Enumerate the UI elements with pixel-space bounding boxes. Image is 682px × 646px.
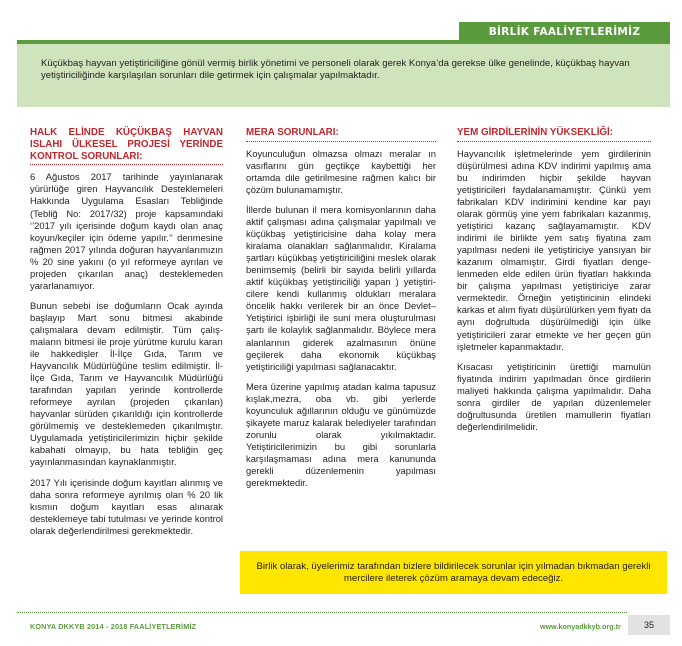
column-1-paragraph-3: 2017 Yılı içerisinde doğum kayıtları alınmış ve daha sonra reformeye ayrılmış olan % 20 lik kısmın doğum kayıtları esas alınarak desteklemeye tabi tutulması ve yerinde kontrol olarak değerlendirilmesi gerekmektedir. [30, 476, 223, 536]
column-2-paragraph-2: İllerde bulunan il mera komisyonlarının daha aktif çalışması adına çalışmalar yapılmalı ve küçükbaş yetiştiricisine daha kolay mera kiralama olanakları sağlanmalıdır. Kiralama şartları küçükbaş yetiştiriciliğini meslek olarak benimsemiş (belirli bir sayıda belirli yıllarda aktif küçükbaş yetiştiriciliği yapan ) yetiştiricilere kendi kullanmış oldukları meralara öncelik hakkı verilerek bir an önce Devlet–Yetiştirici işbirliği ile suni mera oluşturulması şartı ile kolaylık sağlanmalıdır. Böylece mera alanlarının giderek azalmasının önüne geçilerek daha ekonomik küçükbaş yetiştiriciliği yapılması sağlanacaktır. [246, 203, 436, 372]
footer-website-link[interactable]: www.konyadkkyb.org.tr [540, 622, 621, 631]
column-3-heading: YEM GİRDİLERİNİN YÜKSEKLİĞİ: [457, 127, 614, 138]
section-title-tab: BİRLİK FAALİYETLERİMİZ [459, 22, 670, 41]
column-3-paragraph-2: Kısacası yetiştiricinin ürettiği mamulün fiyatında indirim yapılmadan önce girdilerin maliyeti hakkında çalışma yapılmalıdır. Daha sonra girdiler de yapılan düzenlemeler doğrultusunda üretilen mamullerin fiyatları değerlendirilmelidir. [457, 360, 651, 432]
footer-divider [17, 612, 627, 614]
column-3-paragraph-1: Hayvancılık işletmelerinde yem girdilerinin düşürülmesi adına KDV indirimi yapılmış ama bu indirimden hiçbir şekilde hayvan yetiştiricileri faydalanamamıştır. Çünkü yem fabrikaları KDV indirimini kendine kar payı olarak görmüş yine yem fabrikaları kazanmış, yetiştirici kazanç sağlayamamıştır. KDV indirimi ile birlikte yem satış fiyatına zam yapılması nedeni ile yetiştiriciye yansıyan bir kazanım olmamıştır. Girdi fiyatları dengelenmeden elde edilen ürün fiyatları hakkında bir çalışma yapılması yetiştiriciye zarar vermektedir. Örneğin yetiştiricinin elindeki karkas et alım fiyatı düşürülürken yem fiyatı da aynı doğrultuda düşürülmediği için ülke yetiştiricileri zarar etmekte ve her geçen gün işletmeler kapanmaktadır. [457, 147, 651, 352]
column-2-heading-rule [246, 141, 436, 142]
column-2 [246, 127, 436, 497]
column-1-heading: HALK ELİNDE KÜÇÜKBAŞ HAYVAN ISLAHI ÜLKESEL PROJESİ YERİNDE KONTROL SORUNLARI: [30, 127, 223, 162]
intro-box [17, 44, 670, 107]
callout-text: Birlik olarak, üyelerimiz tarafından bizlere bildirilecek sorunlar için yılmadan bıkmadan gerekli mercilere ileterek çözüm aramaya devam edeceğiz. [256, 561, 651, 585]
column-2-heading: MERA SORUNLARI: [246, 127, 339, 138]
footer-publication-title: KONYA DKKYB 2014 - 2018 FAALİYETLERİMİZ [30, 622, 197, 631]
callout-box [240, 551, 667, 594]
column-1-paragraph-1: 6 Ağustos 2017 tarihinde yayınlanarak yürürlüğe giren Hayvancılık Desteklemeleri Hakkında Uygulama Esasları Tebliğinde (Tebliğ No: 2017/32) proje kapsamındaki ‘’2017 yılı içerisinde doğum kaydı olan anaç koyun/keçiler için ödeme yapılır.’’ denmesine rağmen 2017 yılında doğuran hayvanlarımızın % 20 sine yakını (o yıl reformeye ayrılan ve projeden çıkarılan anaç) desteklemeden yararlanamıyor. [30, 171, 223, 291]
column-2-paragraph-1: Koyunculuğun olmazsa olmazı meralar ın vasıflarını gün geçtikçe kaybettiği her ortamda dile getirilmesine rağmen kalıcı bir çözüm bulunamamıştır. [246, 147, 436, 195]
column-3-heading-rule [457, 141, 651, 142]
column-1 [30, 127, 223, 545]
intro-text: Küçükbaş hayvan yetiştiriciliğine gönül vermiş birlik yönetimi ve personeli olarak gerek Konya’da gerekse ülke genelinde, küçükbaş hayvan yetiştiriciliğinde karşılaşılan sorunları dile getirmek için çalışmalar yapılmaktadır. [41, 58, 630, 82]
column-3 [457, 127, 651, 441]
column-1-heading-rule [30, 164, 223, 165]
page-number: 35 [628, 615, 670, 635]
column-2-paragraph-3: Mera üzerine yapılmış atadan kalma tapusuz kışlak,mezra, oba vb. gibi yerlerde koyunculuk ağıllarının olduğu ve günümüzde şikayete maruz kalarak belediyeler tarafından zorunlu olarak yıkılmaktadır. Yetiştiricilerimizin bu gibi sorunlarla karşılaşmaması adına mera kanununda gerekli düzenlemenin yapılması gerekmektedir. [246, 380, 436, 489]
column-1-paragraph-2: Bunun sebebi ise doğumların Ocak ayında başlayıp Mart sonu bitmesi akabinde çalışmalara devam edilmiştir. Tüm çalışmaların bitmesi ile proje yürütme kurulu kararı ile hakkedişler İl-İlçe Gıda, Tarım ve Hayvancılık Müdürlüğüne teslim edilmiştir. İl-İlçe Gıda, Tarım ve Hayvancılık Müdürlüğü tarafından yapılan yerinde kontrollerde reformeye ayrılan (projeden çıkarılan) hayvanlar sürüden çıkarıldığı için kontrollerde görülmemiş ve desteklemeden çıkarılmıştır. Uygulamada yetiştiricilerimizin hiçbir şekilde kabahati olmayıp, bu hata tebliğin geç yayınlanmasından kaynaklanmıştır. [30, 299, 223, 468]
